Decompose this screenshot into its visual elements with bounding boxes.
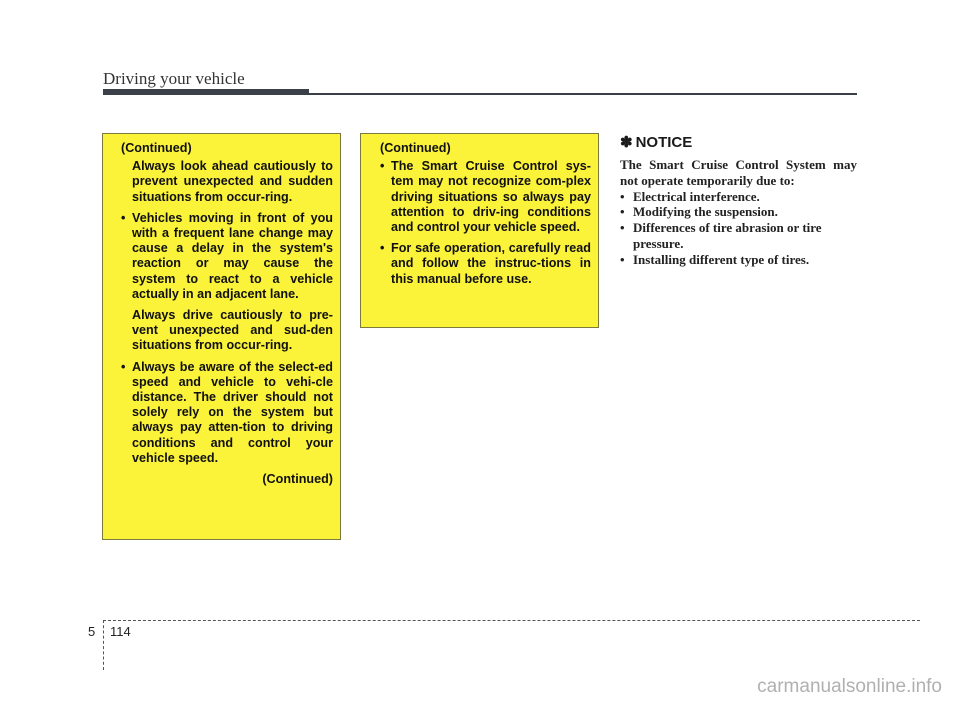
warning-bullet-text: For safe operation, carefully read and follow the instruc-tions in this manual before use. [391, 241, 591, 286]
bullet-icon: • [380, 159, 385, 174]
notice-list-item [620, 220, 857, 252]
notice-star-icon: ✽ [620, 134, 633, 151]
warning-paragraph: Always drive cautiously to pre-vent unexpected and sud-den situations from occur-ring. [132, 308, 333, 353]
bullet-icon: • [121, 359, 126, 374]
bullet-icon: • [620, 220, 625, 236]
notice-list-item [620, 189, 857, 205]
notice-item-text: Installing different type of tires. [633, 251, 810, 267]
notice-section [620, 133, 857, 268]
warning-bullet [121, 360, 333, 466]
notice-intro: The Smart Cruise Control System may not operate temporarily due to: [620, 157, 857, 188]
watermark-text: carmanualsonline.info [757, 676, 942, 697]
chapter-number: 5 [88, 624, 96, 639]
notice-item-text: Electrical interference. [633, 188, 760, 204]
notice-item-text: Differences of tire abrasion or tire pressure. [633, 220, 822, 251]
notice-item-text: Modifying the suspension. [633, 204, 778, 220]
page-number: 114 [110, 624, 131, 639]
continued-label-bottom: (Continued) [262, 472, 333, 487]
bullet-icon: • [620, 188, 625, 204]
footer-dashed-rule [103, 620, 920, 621]
bullet-icon: • [380, 241, 385, 256]
warning-box-left [102, 133, 341, 540]
warning-bullet [380, 159, 591, 235]
warning-bullet [380, 241, 591, 287]
header-rule-thin [309, 93, 857, 95]
warning-bullet-text: Vehicles moving in front of you with a frequent lane change may cause a delay in the system's reaction or may cause the system to react to a vehicle actually in an adjacent lane. [132, 210, 333, 301]
notice-list-item [620, 252, 857, 268]
notice-list-item [620, 204, 857, 220]
continued-label-top: (Continued) [121, 141, 192, 155]
bullet-icon: • [620, 251, 625, 267]
warning-box-middle [360, 133, 599, 328]
bullet-icon: • [121, 210, 126, 225]
notice-heading [620, 133, 857, 151]
warning-bullet-text: Always be aware of the select-ed speed and vehicle to vehi-cle distance. The driver should not solely rely on the system but always pay atten-tion to driving conditions and control your vehicle speed. [132, 359, 333, 465]
continued-label-top: (Continued) [380, 141, 451, 155]
warning-bullet-text: The Smart Cruise Control sys-tem may not recognize com-plex driving situations so always pay attention to driv-ing conditions and control your vehicle speed. [391, 159, 591, 235]
footer-vertical-rule [103, 620, 104, 670]
warning-bullet [121, 211, 333, 302]
bullet-icon: • [620, 204, 625, 220]
notice-title: NOTICE [635, 134, 693, 151]
header-rule-thick [103, 89, 309, 95]
warning-paragraph: Always look ahead cautiously to prevent unexpected and sudden situations from occur-ring. [132, 159, 333, 204]
notice-body [620, 157, 857, 268]
page-header-title: Driving your vehicle [103, 69, 245, 88]
